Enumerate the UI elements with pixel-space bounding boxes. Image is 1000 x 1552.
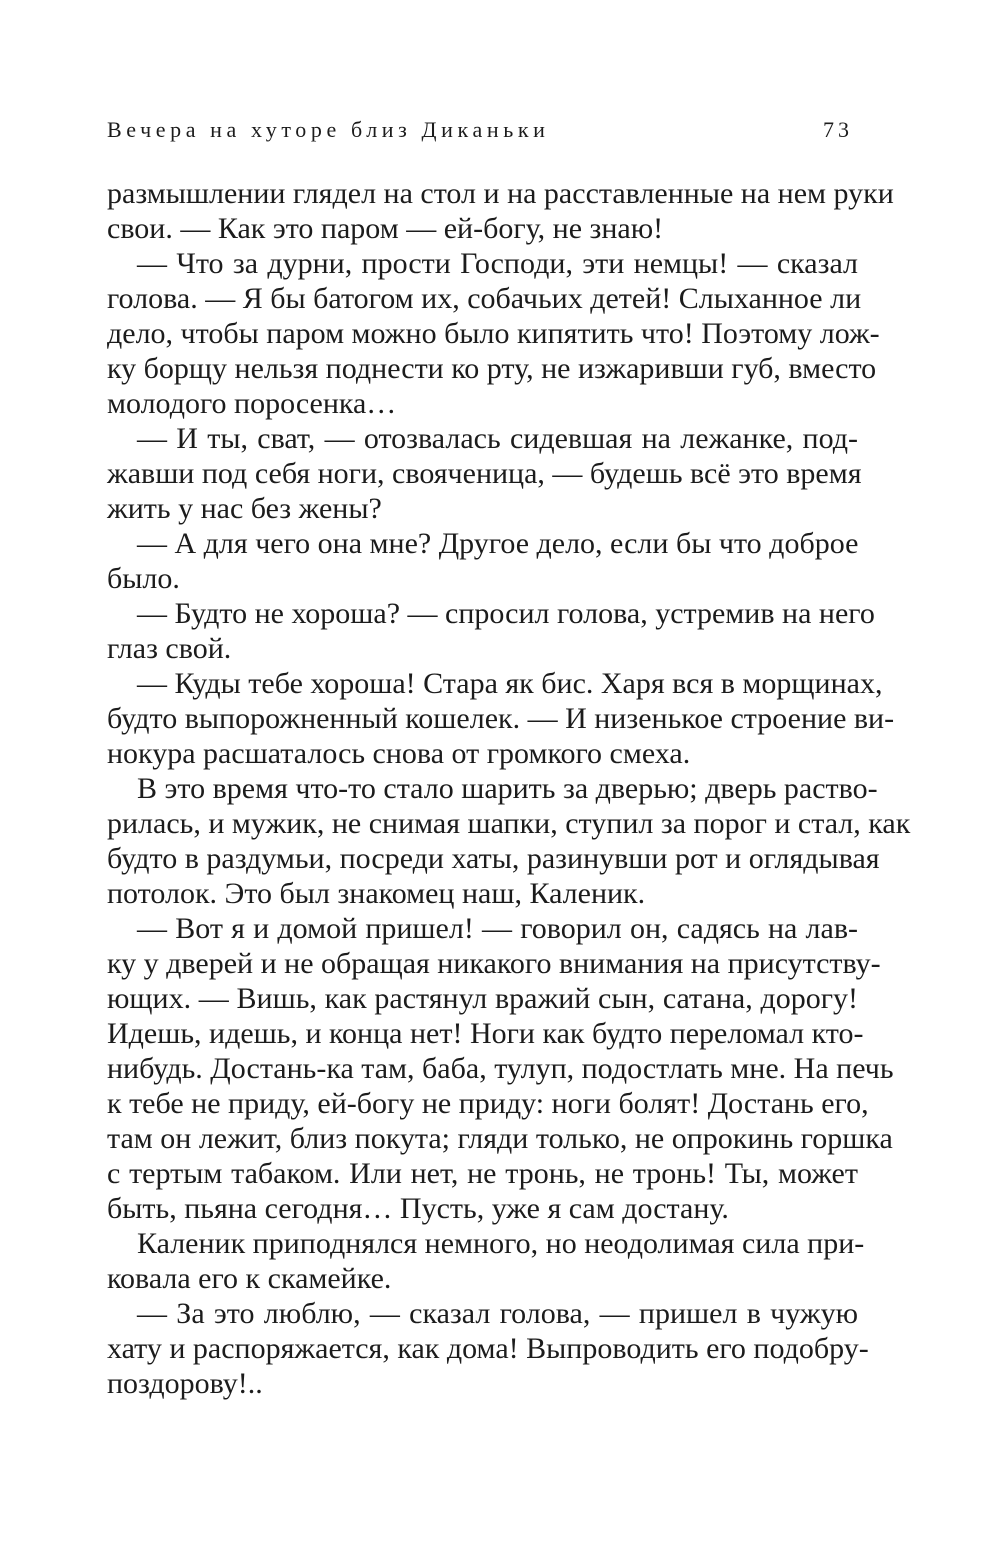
text-line: поздорову!.. (107, 1367, 263, 1400)
text-line: жить у нас без жены? (107, 492, 382, 525)
text-line: — Вот я и домой пришел! — говорил он, садясь на лав- (137, 912, 858, 945)
page-number: 73 (823, 117, 853, 142)
text-line: ковала его к скамейке. (107, 1262, 392, 1295)
text-line: там он лежит, близ покута; гляди только, не опрокинь горшка (107, 1122, 893, 1155)
text-line: голова. — Я бы батогом их, собачьих детей! Слыханное ли (107, 282, 862, 315)
text-line: хату и распоряжается, как дома! Выпроводить его подобру- (107, 1332, 869, 1365)
text-line: Идешь, идешь, и конца нет! Ноги как будто переломал кто- (107, 1017, 864, 1050)
text-line: ку у дверей и не обращая никакого внимания на присутству- (107, 947, 881, 980)
text-line: — За это люблю, — сказал голова, — пришел в чужую (137, 1297, 858, 1330)
text-line: дело, чтобы паром можно было кипятить что! Поэтому лож- (107, 317, 880, 350)
text-line: — И ты, сват, — отозвалась сидевшая на лежанке, под- (137, 422, 858, 455)
text-line: Каленик приподнялся немного, но неодолимая сила при- (137, 1227, 865, 1260)
text-line: — Что за дурни, прости Господи, эти немцы! — сказал (137, 247, 858, 280)
text-line: рилась, и мужик, не снимая шапки, ступил за порог и стал, как (107, 807, 911, 840)
text-line: к тебе не приду, ей-богу не приду: ноги болят! Достань его, (107, 1087, 869, 1120)
text-line: с тертым табаком. Или нет, не тронь, не тронь! Ты, может (107, 1157, 858, 1190)
text-line: В это время что-то стало шарить за дверью; дверь раство- (137, 772, 878, 805)
text-line: — Будто не хороша? — спросил голова, устремив на него (137, 597, 875, 630)
text-line: — Куды тебе хороша! Стара як бис. Харя вся в морщинах, (137, 667, 883, 700)
text-line: будто выпорожненный кошелек. — И низенькое строение ви- (107, 702, 895, 735)
text-line: быть, пьяна сегодня… Пусть, уже я сам достану. (107, 1192, 729, 1225)
running-title: Вечера на хуторе близ Диканьки (107, 117, 550, 142)
text-line: свои. — Как это паром — ей-богу, не знаю! (107, 212, 664, 245)
text-line: ющих. — Вишь, как растянул вражий сын, сатана, дорогу! (107, 982, 858, 1015)
running-header (107, 117, 853, 153)
text-line: будто в раздумьи, посреди хаты, разинувши рот и оглядывая (107, 842, 880, 875)
text-line: потолок. Это был знакомец наш, Каленик. (107, 877, 646, 910)
text-line: молодого поросенка… (107, 387, 397, 420)
text-line: — А для чего она мне? Другое дело, если бы что доброе (137, 527, 859, 560)
body-text (107, 176, 911, 1401)
text-line: ку борщу нельзя поднести ко рту, не изжаривши губ, вместо (107, 352, 877, 385)
text-line: глаз свой. (107, 632, 232, 665)
text-line: было. (107, 562, 180, 595)
text-line: размышлении глядел на стол и на расставленные на нем руки (107, 177, 894, 210)
text-line: нокура расшаталось снова от громкого смеха. (107, 737, 691, 770)
text-line: жавши под себя ноги, свояченица, — будешь всё это время (107, 457, 862, 490)
text-line: нибудь. Достань-ка там, баба, тулуп, подостлать мне. На печь (107, 1052, 894, 1085)
